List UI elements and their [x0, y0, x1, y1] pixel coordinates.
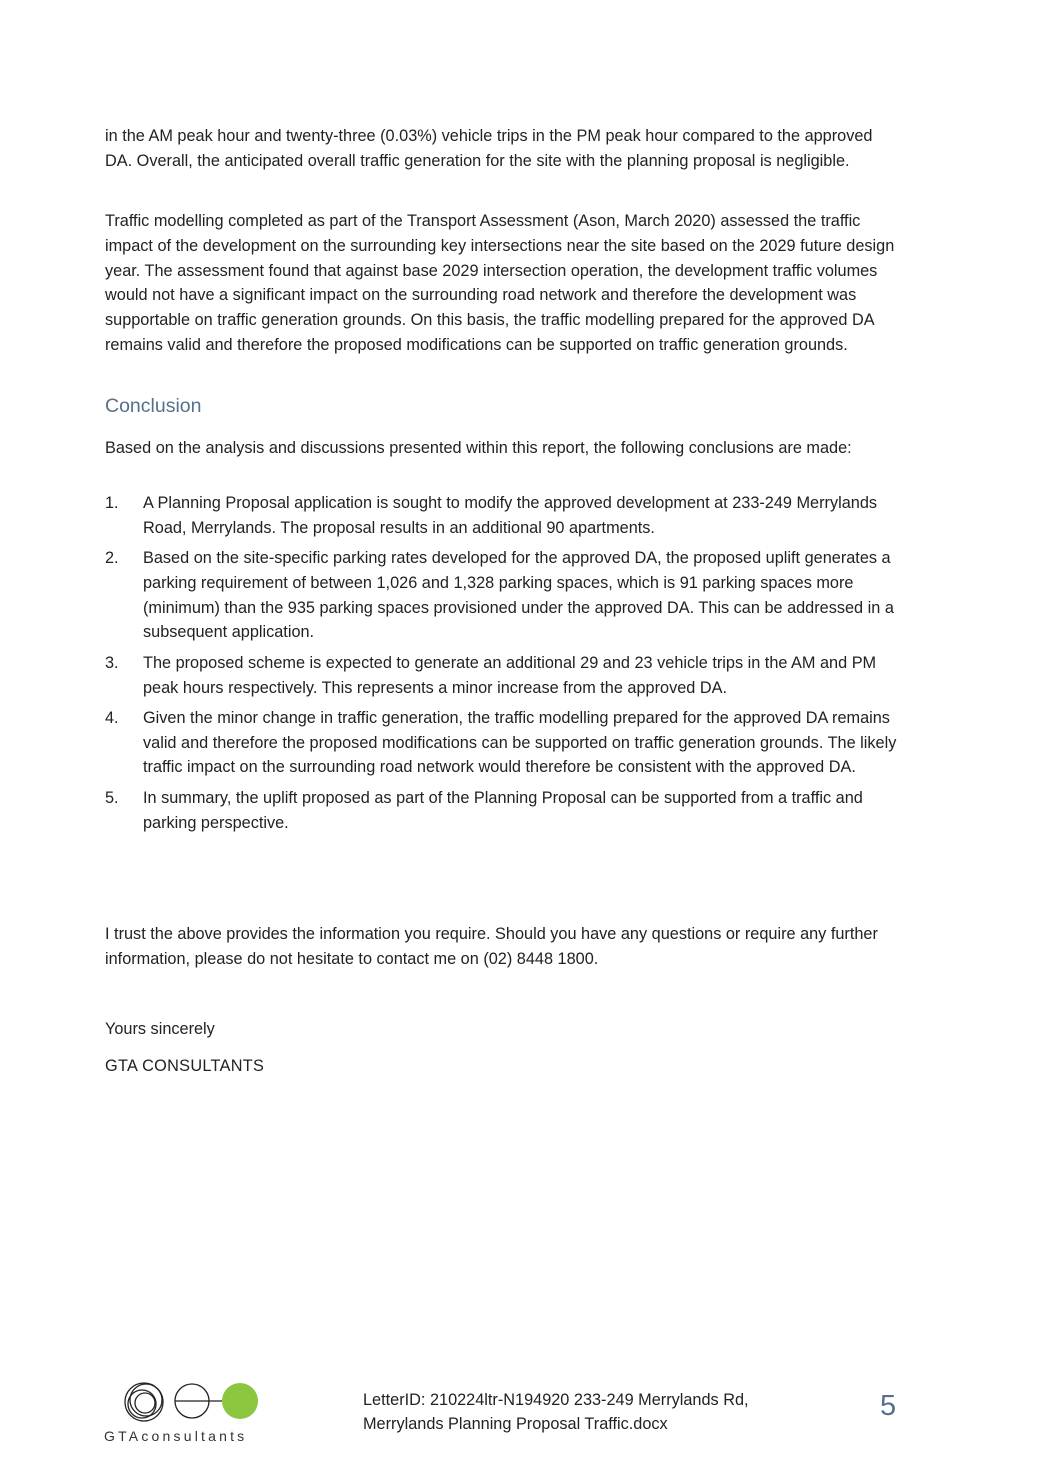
list-number: 5. — [105, 788, 119, 807]
gta-logo — [104, 1376, 279, 1448]
list-text: The proposed scheme is expected to generate an additional 29 and 23 vehicle trips in the AM and PM peak hours respectively. This represents a minor increase from the approved DA. — [143, 653, 877, 697]
list-item — [105, 786, 900, 836]
letter-id: LetterID: 210224ltr-N194920 233-249 Merrylands Rd, Merrylands Planning Proposal Traffic.docx — [363, 1391, 749, 1433]
signoff: Yours sincerely — [105, 1020, 215, 1038]
paragraph-traffic-generation: in the AM peak hour and twenty-three (0.03%) vehicle trips in the PM peak hour compared to the approved DA. Overall, the anticipated overall traffic generation for the site with the planning proposal is negligible. — [105, 127, 873, 170]
list-text: In summary, the uplift proposed as part of the Planning Proposal can be supported from a traffic and parking perspective. — [143, 788, 863, 832]
list-item — [105, 491, 900, 541]
list-number: 3. — [105, 653, 119, 672]
logo-wordmark: GTAconsultants — [104, 1428, 248, 1444]
list-text: Given the minor change in traffic generation, the traffic modelling prepared for the approved DA remains valid and therefore the proposed modifications can be supported on traffic generation grounds. The likely traffic impact on the surrounding road network would therefore be consistent with the approved DA. — [143, 708, 897, 777]
list-text: A Planning Proposal application is sought to modify the approved development at 233-249 Merrylands Road, Merrylands. The proposal results in an additional 90 apartments. — [143, 494, 878, 537]
closing-paragraph: I trust the above provides the information you require. Should you have any questions or require any further information, please do not hesitate to contact me on (02) 8448 1800. — [105, 925, 878, 968]
list-item — [105, 546, 900, 645]
conclusion-list — [105, 491, 900, 841]
conclusion-heading: Conclusion — [105, 395, 202, 417]
list-item — [105, 706, 900, 780]
conclusion-intro: Based on the analysis and discussions presented within this report, the following conclusions are made: — [105, 439, 852, 457]
list-number: 4. — [105, 708, 119, 727]
page-number: 5 — [880, 1390, 897, 1422]
company-name: GTA CONSULTANTS — [105, 1057, 265, 1075]
list-text: Based on the site-specific parking rates developed for the approved DA, the proposed uplift generates a parking requirement of between 1,026 and 1,328 parking spaces, which is 91 parking spaces more (minimum) than the 935 parking spaces provisioned under the approved DA. This can be addressed in a subsequent application. — [143, 549, 894, 642]
list-item — [105, 651, 900, 701]
list-number: 1. — [105, 494, 119, 512]
list-number: 2. — [105, 549, 119, 568]
logo-green-circle — [222, 1383, 258, 1419]
gta-logo-circles-icon — [104, 1376, 279, 1428]
paragraph-traffic-modelling: Traffic modelling completed as part of the Transport Assessment (Ason, March 2020) assessed the traffic impact of the development on the surrounding key intersections near the site based on the 2029 future design year. The assessment found that against base 2029 intersection operation, the development traffic volumes would not have a significant impact on the surrounding road network and therefore the development was supportable on traffic generation grounds. On this basis, the traffic modelling prepared for the approved DA remains valid and therefore the proposed modifications can be supported on traffic generation grounds. — [105, 212, 895, 354]
